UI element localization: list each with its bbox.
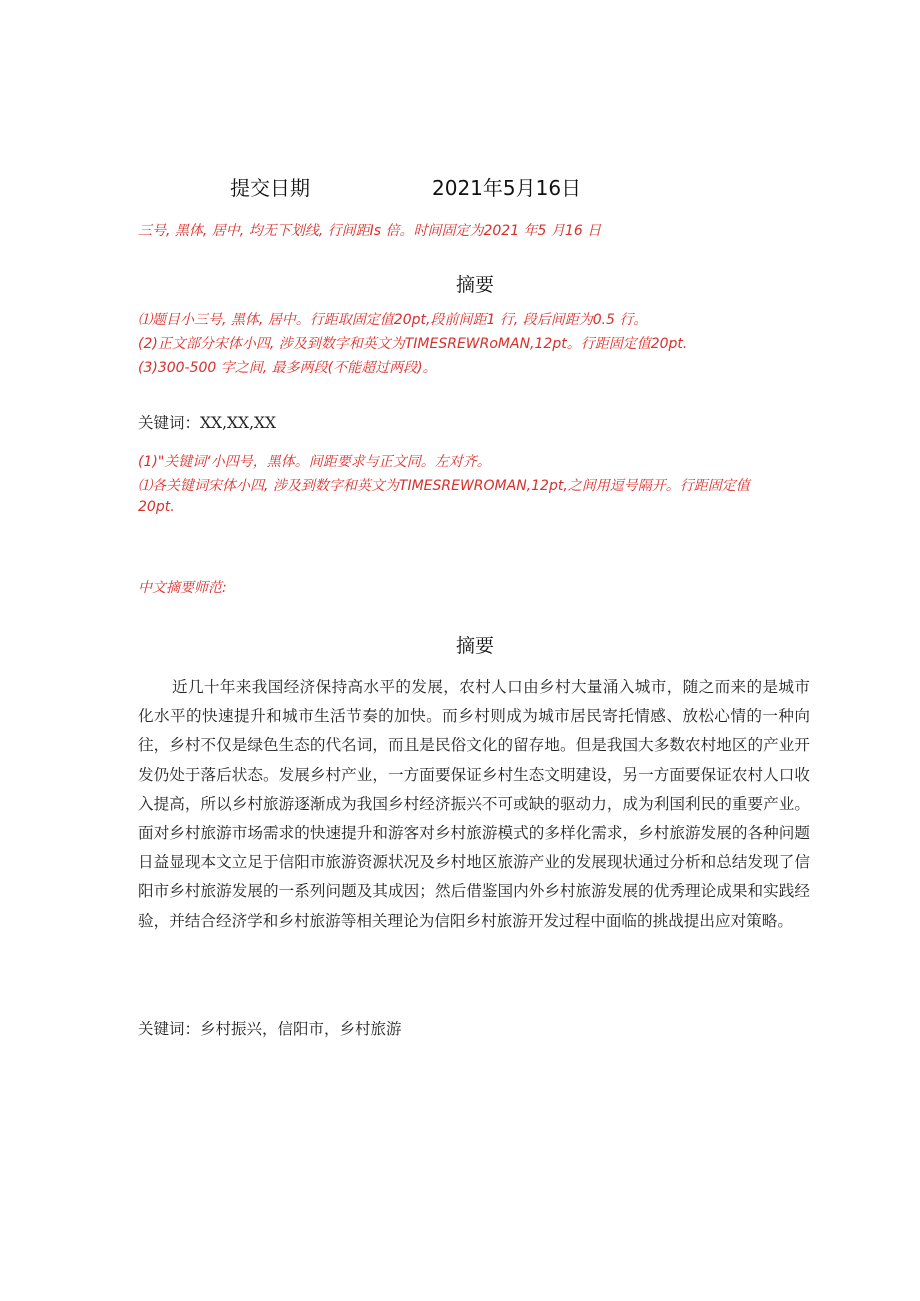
format-note-3: (3)300-500 字之间, 最多两段(不能超过两段)。 xyxy=(138,360,437,376)
submission-date-value: 2021年5月16日 xyxy=(432,176,582,200)
format-note-2: (2)正文部分宋体小四, 涉及到数字和英文为TIMESREWRoMAN,12pt。行距固定值20pt. xyxy=(138,336,688,352)
template-abstract-heading: 摘要 xyxy=(455,274,494,296)
submission-date-label: 提交日期 xyxy=(230,176,310,200)
example-abstract-heading: 摘要 xyxy=(455,635,494,657)
example-keywords-line: 关键词：乡村振兴，信阳市，乡村旅游 xyxy=(138,1020,402,1038)
date-format-note: 三号, 黑体, 居中, 均无下划线, 行间距Is 倍。时间固定为2021 年5 月16 日 xyxy=(138,223,602,239)
keyword-note-1: (1)"关键词‘小四号，黑体。间距要求与正文同。左对齐。 xyxy=(138,454,491,470)
abstract-body: 近几十年来我国经济保持高水平的发展，农村人口由乡村大量涌入城市，随之而来的是城市化水平的快速提升和城市生活节奏的加快。而乡村则成为城市居民寄托情感、放松心情的一种向往，乡村不仅是绿色生态的代名词，而且是民俗文化的留存地。但是我国大多数农村地区的产业开发仍处于落后状态。发展乡村产业，一方面要保证乡村生态文明建设，另一方面要保证农村人口收入提高，所以乡村旅游逐渐成为我国乡村经济振兴不可或缺的驱动力，成为利国利民的重要产业。面对乡村旅游市场需求的快速提升和游客对乡村旅游模式的多样化需求，乡村旅游发展的各种问题日益显现本文立足于信阳市旅游资源状况及乡村地区旅游产业的发展现状通过分析和总结发现了信阳市乡村旅游发展的一系列问题及其成因；然后借鉴国内外乡村旅游发展的优秀理论成果和实践经验，并结合经济学和乡村旅游等相关理论为信阳乡村旅游开发过程中面临的挑战提出应对策略。 xyxy=(138,678,810,930)
keyword-note-3: 20pt. xyxy=(138,499,175,515)
format-note-1: ⑴题目小三号, 黑体, 居中。行距取固定值20pt,段前间距1 行, 段后间距为0.5 行。 xyxy=(138,312,648,328)
template-keywords-line: 关键词：XX,XX,XX xyxy=(138,414,277,432)
example-label: 中文摘要师范: xyxy=(138,580,227,596)
keyword-note-2: ⑴各关键词宋体小四, 涉及到数字和英文为TIMESREWROMAN,12pt,之间用逗号隔开。行距固定值 xyxy=(138,478,750,494)
